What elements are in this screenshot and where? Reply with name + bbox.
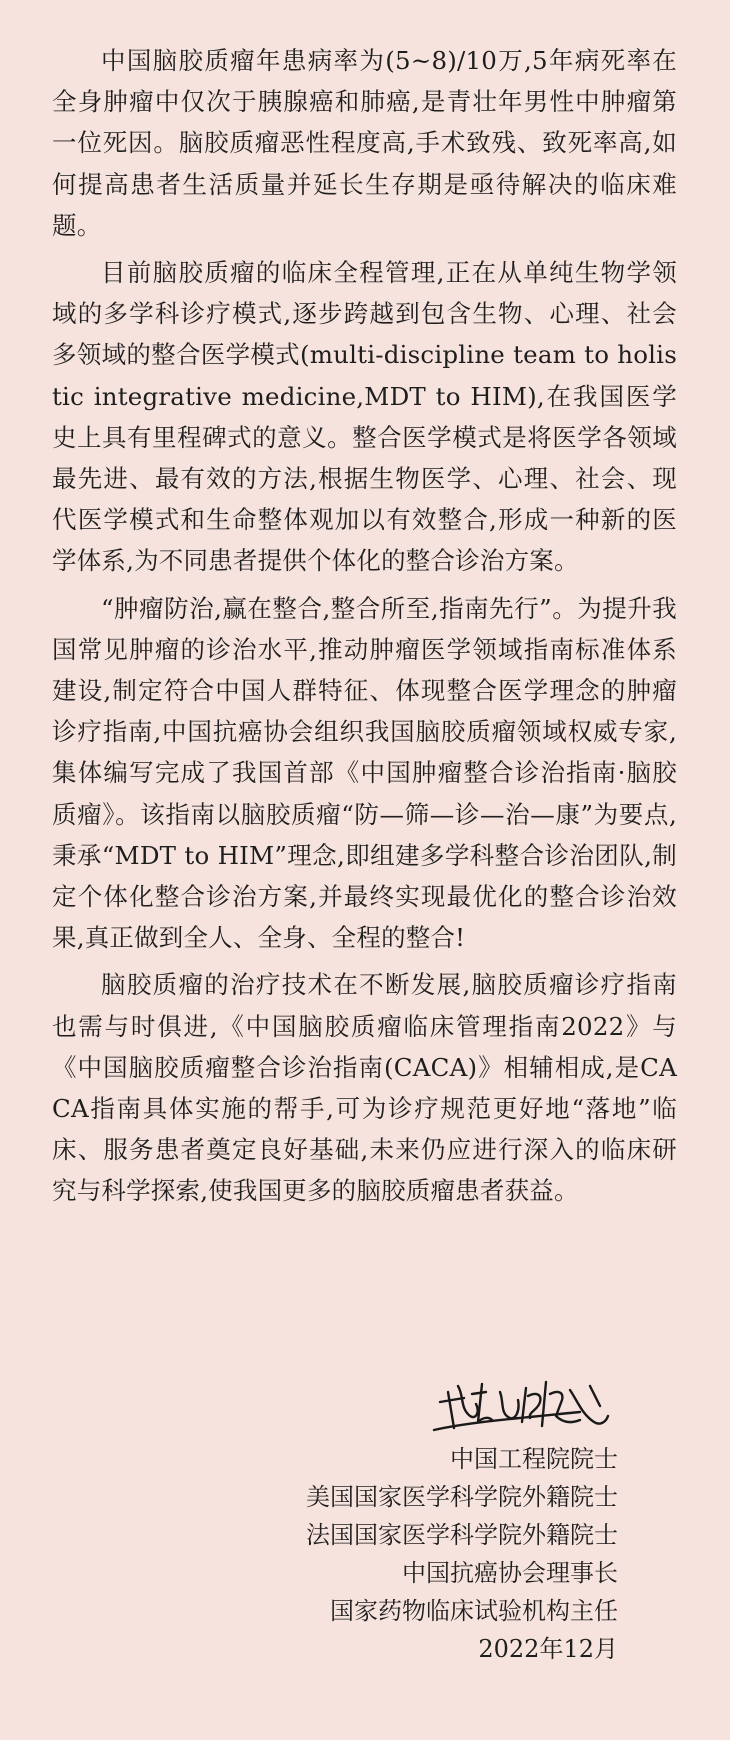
paragraph-1: 中国脑胶质瘤年患病率为(5~8)/10万,5年病死率在全身肿瘤中仅次于胰腺癌和肺癌,是青壮年男性中肿瘤第一位死因。脑胶质瘤恶性程度高,手术致残、致死率高,如何提高患者生活质量并延长生存期是亟待解决的临床难题。 bbox=[52, 46, 677, 240]
title-us-academy: 美国国家医学科学院外籍院士 bbox=[306, 1483, 618, 1511]
title-clinical-trial-institution: 国家药物临床试验机构主任 bbox=[330, 1597, 618, 1625]
title-france-academy: 法国国家医学科学院外籍院士 bbox=[306, 1521, 618, 1549]
preface-body bbox=[52, 40, 677, 1218]
title-anticancer-association: 中国抗癌协会理事长 bbox=[402, 1559, 618, 1587]
paragraph-4: 脑胶质瘤的治疗技术在不断发展,脑胶质瘤诊疗指南也需与时俱进,《中国脑胶质瘤临床管理指南2022》与《中国脑胶质瘤整合诊治指南(CACA)》相辅相成,是CACA指南具体实施的帮手,可为诊疗规范更好地“落地”临床、服务患者奠定良好基础,未来仍应进行深入的临床研究与科学探索,使我国更多的脑胶质瘤患者获益。 bbox=[52, 970, 677, 1206]
signature-block bbox=[306, 1440, 618, 1668]
handwritten-signature bbox=[430, 1372, 630, 1444]
paragraph-2: 目前脑胶质瘤的临床全程管理,正在从单纯生物学领域的多学科诊疗模式,逐步跨越到包含生物、心理、社会多领域的整合医学模式(multi-discipline team to holistic integrative medicine,MDT to HIM),在我国医学史上具有里程碑式的意义。整合医学模式是将医学各领域最先进、最有效的方法,根据生物医学、心理、社会、现代医学模式和生命整体观加以有效整合,形成一种新的医学体系,为不同患者提供个体化的整合诊治方案。 bbox=[52, 258, 677, 576]
signature-date: 2022年12月 bbox=[478, 1635, 618, 1663]
paragraph-3: “肿瘤防治,赢在整合,整合所至,指南先行”。为提升我国常见肿瘤的诊治水平,推动肿瘤医学领域指南标准体系建设,制定符合中国人群特征、体现整合医学理念的肿瘤诊疗指南,中国抗癌协会组织我国脑胶质瘤领域权威专家,集体编写完成了我国首部《中国肿瘤整合诊治指南·脑胶质瘤》。该指南以脑胶质瘤“防—筛—诊—治—康”为要点,秉承“MDT to HIM”理念,即组建多学科整合诊治团队,制定个体化整合诊治方案,并最终实现最优化的整合诊治效果,真正做到全人、全身、全程的整合! bbox=[52, 593, 677, 953]
title-academician: 中国工程院院士 bbox=[450, 1445, 618, 1473]
